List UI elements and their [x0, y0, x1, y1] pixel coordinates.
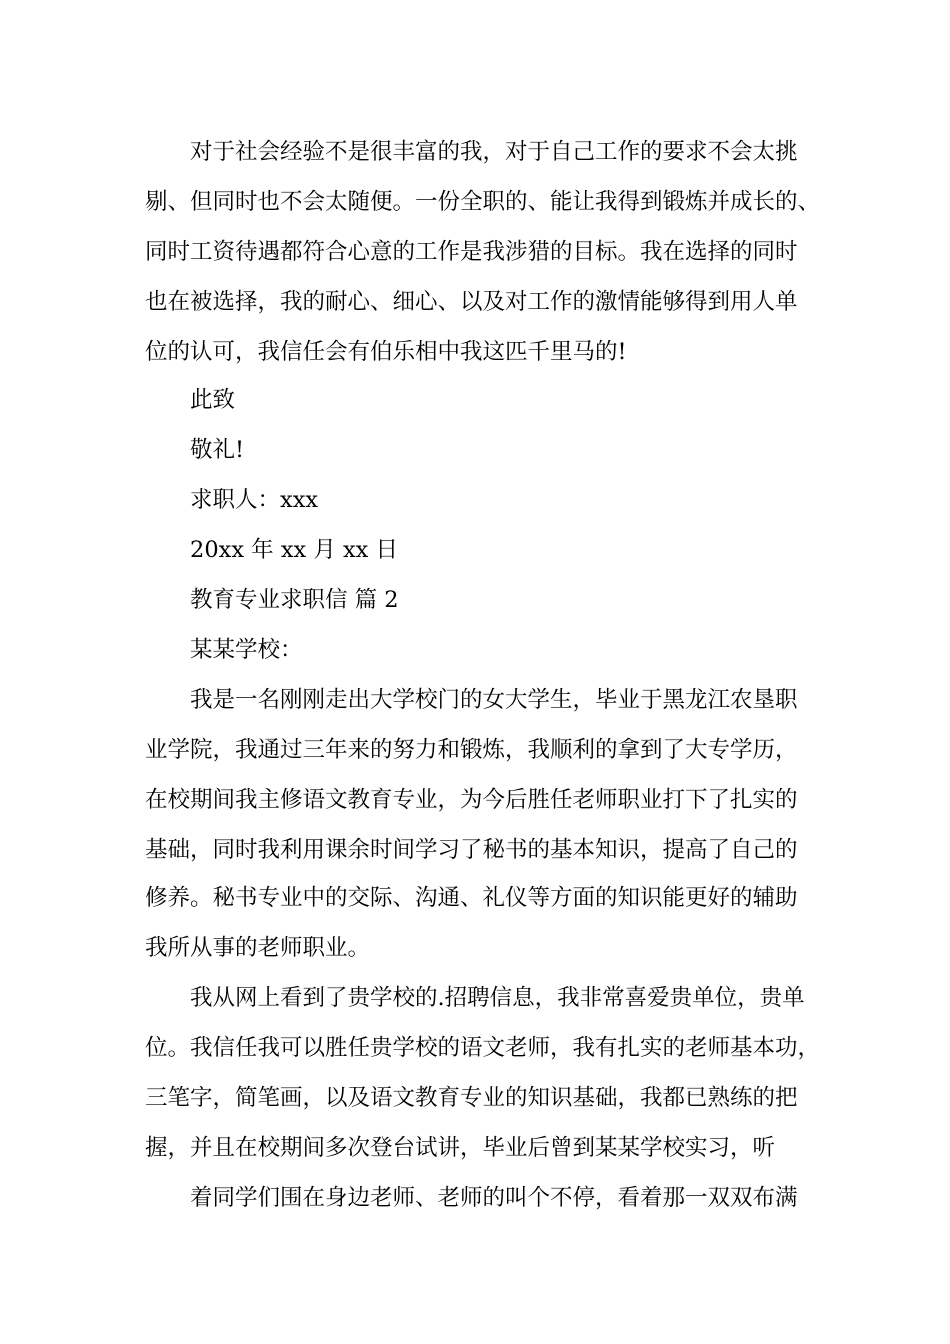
paragraph-line: 位的认可，我信任会有伯乐相中我这匹千里马的!	[145, 339, 627, 365]
paragraph-line: 对于社会经验不是很丰富的我，对于自己工作的要求不会太挑	[190, 139, 798, 165]
section-title: 教育专业求职信 篇 2	[190, 587, 399, 613]
paragraph-line: 握，并且在校期间多次登台试讲，毕业后曾到某某学校实习，听	[145, 1135, 776, 1161]
paragraph-line: 我是一名刚刚走出大学校门的女大学生，毕业于黑龙江农垦职	[190, 687, 798, 713]
closing-salutation: 此致	[190, 387, 236, 413]
paragraph-line: 位。我信任我可以胜任贵学校的语文老师，我有扎实的老师基本功，	[145, 1035, 821, 1061]
paragraph-line: 我从网上看到了贵学校的.招聘信息，我非常喜爱贵单位，贵单	[190, 985, 805, 1011]
paragraph-line: 在校期间我主修语文教育专业，为今后胜任老师职业打下了扎实的	[145, 787, 798, 813]
paragraph-line: 也在被选择，我的耐心、细心、以及对工作的激情能够得到用人单	[145, 289, 798, 315]
paragraph-line: 三笔字，简笔画，以及语文教育专业的知识基础，我都已熟练的把	[145, 1085, 798, 1111]
paragraph-line: 修养。秘书专业中的交际、沟通、礼仪等方面的知识能更好的辅助	[145, 885, 798, 911]
letter-greeting: 某某学校：	[190, 637, 303, 663]
paragraph-line: 我所从事的老师职业。	[145, 935, 371, 961]
paragraph-line: 同时工资待遇都符合心意的工作是我涉猎的目标。我在选择的同时	[145, 239, 798, 265]
applicant-signature: 求职人：xxx	[190, 487, 319, 513]
paragraph-line: 业学院，我通过三年来的努力和锻炼，我顺利的拿到了大专学历，	[145, 737, 798, 763]
letter-date: 20xx 年 xx 月 xx 日	[190, 537, 399, 563]
paragraph-line: 着同学们围在身边老师、老师的叫个不停，看着那一双双布满	[190, 1185, 798, 1211]
paragraph-line: 剔、但同时也不会太随便。一份全职的、能让我得到锻炼并成长的、	[145, 189, 821, 215]
closing-respect: 敬礼!	[190, 437, 245, 463]
paragraph-line: 基础，同时我利用课余时间学习了秘书的基本知识，提高了自己的	[145, 837, 798, 863]
